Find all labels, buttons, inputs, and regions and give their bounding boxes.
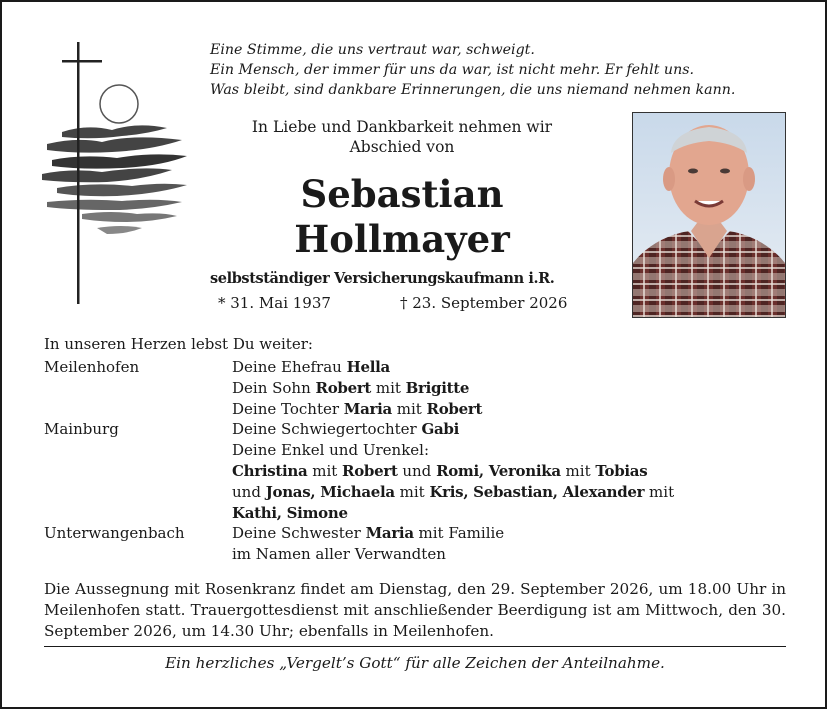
mourner-relation: mit Familie bbox=[413, 524, 505, 543]
mourner-row bbox=[44, 357, 789, 378]
mourner-name: Maria bbox=[365, 524, 414, 543]
deceased-name bbox=[202, 172, 602, 262]
mourner-relation: mit bbox=[307, 461, 343, 480]
divider bbox=[44, 646, 786, 647]
mourner-name: Hella bbox=[346, 358, 390, 376]
mourner-place: Mainburg bbox=[44, 420, 119, 439]
mourner-row bbox=[44, 419, 789, 440]
mourner-text bbox=[232, 378, 469, 399]
mourner-relation: Deine Ehefrau bbox=[232, 358, 347, 376]
verse-line: Was bleibt, sind dankbare Erinnerungen, die uns niemand nehmen kann. bbox=[210, 82, 736, 98]
mourner-relation: mit bbox=[391, 399, 427, 418]
mourner-relation: mit bbox=[394, 482, 430, 501]
first-name: Sebastian bbox=[300, 172, 504, 216]
mourner-relation: Deine Schwester bbox=[232, 524, 366, 543]
mourner-relation: Deine Enkel und Urenkel: bbox=[232, 441, 430, 460]
mourner-row bbox=[44, 461, 789, 482]
thanks-line: Ein herzliches „Vergelt’s Gott“ für alle Zeichen der Anteilnahme. bbox=[165, 654, 665, 672]
birth-date: * 31. Mai 1937 bbox=[218, 294, 331, 312]
cross-landscape-illustration bbox=[42, 42, 192, 304]
mourner-name: Kathi, Simone bbox=[232, 503, 348, 522]
mourner-relation: mit bbox=[560, 461, 596, 480]
mourner-row bbox=[44, 482, 789, 503]
mourner-row bbox=[44, 399, 789, 420]
mourner-name: Romi, Veronika bbox=[436, 461, 561, 480]
mourner-relation: und bbox=[232, 482, 266, 501]
mourner-text bbox=[232, 503, 348, 524]
mourner-row bbox=[44, 378, 789, 399]
mourner-name: Christina bbox=[232, 461, 308, 480]
mourner-relation: Dein Sohn bbox=[232, 378, 316, 397]
mourners-intro: In unseren Herzen lebst Du weiter: bbox=[44, 335, 313, 353]
deceased-portrait-photo bbox=[632, 112, 786, 318]
mourner-relation: im Namen aller Verwandten bbox=[232, 545, 446, 564]
mourner-place: Meilenhofen bbox=[44, 358, 140, 376]
deceased-profession: selbstständiger Versicherungskaufmann i.R. bbox=[210, 270, 555, 287]
mourner-text bbox=[232, 461, 647, 482]
mourner-row bbox=[44, 544, 789, 565]
mourner-relation: Deine Tochter bbox=[232, 399, 344, 418]
mourner-row bbox=[44, 440, 789, 461]
mourner-relation: mit bbox=[371, 378, 406, 397]
mourner-relation: mit bbox=[644, 482, 675, 501]
mourner-text bbox=[232, 544, 446, 565]
mourner-row bbox=[44, 523, 789, 544]
mourner-name: Kris, Sebastian, Alexander bbox=[429, 482, 645, 501]
intro-line: In Liebe und Dankbarkeit nehmen wir bbox=[251, 118, 553, 136]
mourner-text bbox=[232, 482, 674, 503]
mourner-row bbox=[44, 503, 789, 524]
farewell-intro bbox=[202, 117, 602, 157]
mourner-place: Unterwangenbach bbox=[44, 524, 185, 543]
intro-line: Abschied von bbox=[349, 138, 455, 156]
last-name: Hollmayer bbox=[294, 217, 510, 261]
funeral-notice: Die Aussegnung mit Rosenkranz findet am Dienstag, den 29. September 2026, um 18.00 Uhr in Meilenhofen statt. Trauergottesdienst mit anschließender Beerdigung ist am Mittwoch, den 30. September 2026, um 14.30 Uhr; ebenfalls in Meilenhofen. bbox=[44, 580, 786, 640]
mourner-text bbox=[232, 357, 390, 378]
mourner-name: Robert bbox=[315, 378, 372, 397]
mourner-name: Jonas, Michaela bbox=[265, 482, 395, 501]
verse-line: Eine Stimme, die uns vertraut war, schweigt. bbox=[210, 42, 535, 58]
mourner-relation: und bbox=[397, 461, 437, 480]
death-date: † 23. September 2026 bbox=[400, 294, 568, 312]
mourner-text bbox=[232, 440, 429, 461]
mourner-text bbox=[232, 523, 504, 544]
mourner-name: Tobias bbox=[595, 461, 648, 480]
moon-icon bbox=[100, 85, 138, 123]
mourner-name: Maria bbox=[343, 399, 392, 418]
memorial-verse bbox=[210, 40, 795, 100]
mourner-text bbox=[232, 419, 459, 440]
mourner-name: Robert bbox=[342, 461, 398, 480]
mourner-text bbox=[232, 399, 482, 420]
mourner-relation: Deine Schwiegertochter bbox=[232, 420, 422, 439]
verse-line: Ein Mensch, der immer für uns da war, ist nicht mehr. Er fehlt uns. bbox=[210, 62, 695, 78]
mourners-list bbox=[44, 357, 789, 565]
mourner-name: Brigitte bbox=[405, 378, 470, 397]
mourner-name: Gabi bbox=[421, 420, 460, 439]
mourner-name: Robert bbox=[426, 399, 483, 418]
